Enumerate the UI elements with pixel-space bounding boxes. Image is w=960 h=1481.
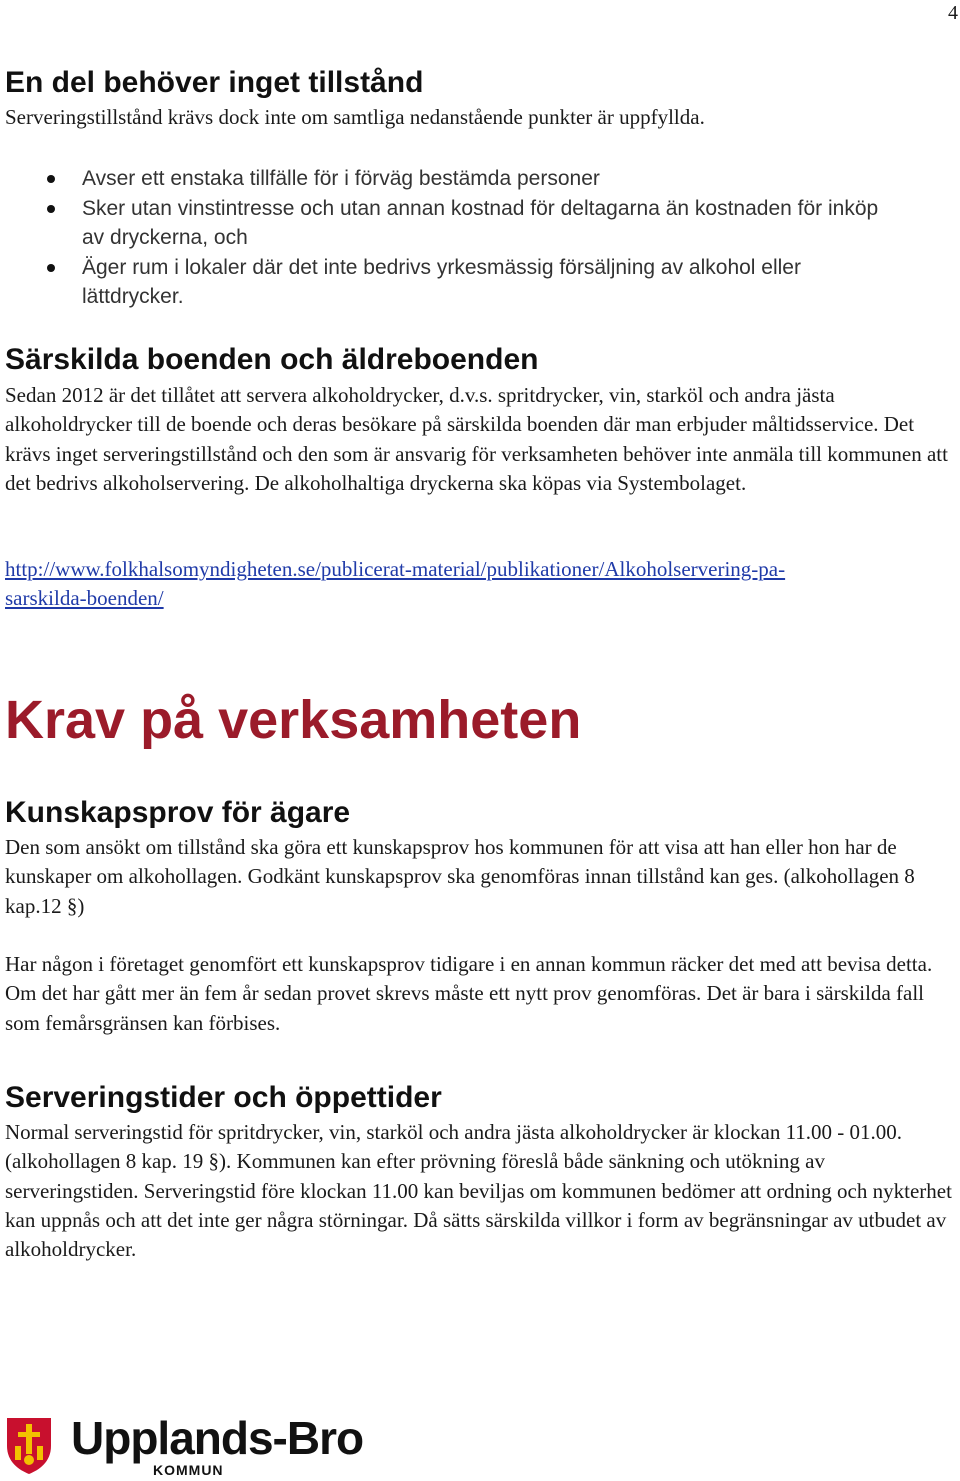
section-heading-serving-hours: Serveringstider och öppettider <box>5 1081 442 1114</box>
bullet-list <box>5 164 905 312</box>
section-paragraph: Den som ansökt om tillstånd ska göra ett kunskapsprov hos kommunen för att visa att han eller hon har de kunskaper om alkohollagen. Godkänt kunskapsprov ska genomföras innan tillstånd kan ges. (alkohollagen 8 kap.12 §) <box>5 835 915 918</box>
list-item: Sker utan vinstintresse och utan annan kostnad för deltagarna än kostnaden för inköp av dryckerna, och <box>5 194 905 253</box>
section-paragraph: Normal serveringstid för spritdrycker, vin, starköl och andra jästa alkoholdrycker är klockan 11.00 - 01.00. (alkohollagen 8 kap. 19 §). Kommunen kan efter prövning föreslå både sänkning och utökning av serveringstiden. Serveringstid före klockan 11.00 kan beviljas om kommunen bedömer att ordning och nykterhet kan uppnås och att det inte ger några störningar. Då sätts särskilda villkor i form av begränsningar av utbudet av alkoholdrycker. <box>5 1120 952 1262</box>
list-item: Avser ett enstaka tillfälle för i förväg bestämda personer <box>5 164 905 194</box>
section-heading-no-permit: En del behöver inget tillstånd <box>5 66 424 99</box>
folkhalsomyndigheten-link[interactable]: http://www.folkhalsomyndigheten.se/publicerat-material/publikationer/Alkoholservering-pa- sarskilda-boenden/ <box>5 557 786 611</box>
bullet-icon <box>47 205 55 213</box>
page-title: Krav på verksamheten <box>5 690 582 750</box>
section-heading-special-housing: Särskilda boenden och äldreboenden <box>5 343 539 376</box>
section-heading-knowledge-test: Kunskapsprov för ägare <box>5 796 351 829</box>
list-item: Äger rum i lokaler där det inte bedrivs yrkesmässig försäljning av alkohol eller lättdrycker. <box>5 253 905 312</box>
logo-subtitle: KOMMUN <box>153 1462 224 1478</box>
page-number: 4 <box>948 2 958 24</box>
logo-wordmark: Upplands-Bro <box>71 1412 364 1464</box>
section-paragraph: Har någon i företaget genomfört ett kunskapsprov tidigare i en annan kommun räcker det med att bevisa detta. Om det har gått mer än fem år sedan provet skrevs måste ett nytt prov genomföras. Det är bara i särskilda fall som femårsgränsen kan förbises. <box>5 952 933 1035</box>
bullet-icon <box>47 175 55 183</box>
section-intro: Serveringstillstånd krävs dock inte om samtliga nedanstående punkter är uppfyllda. <box>5 105 705 129</box>
municipal-coat-of-arms-icon <box>5 1416 53 1476</box>
section-paragraph: Sedan 2012 är det tillåtet att servera alkoholdrycker, d.v.s. spritdrycker, vin, starköl och andra jästa alkoholdrycker till de boende och deras besökare på särskilda boenden där man erbjuder måltidsservice. Det krävs inget serveringstillstånd och den som är ansvarig för verksamheten behöver inte anmäla till kommunen att det bedrivs alkoholservering. De alkoholhaltiga dryckerna ska köpas via Systembolaget. <box>5 383 948 495</box>
bullet-icon <box>47 264 55 272</box>
upplands-bro-logo <box>5 1412 364 1478</box>
